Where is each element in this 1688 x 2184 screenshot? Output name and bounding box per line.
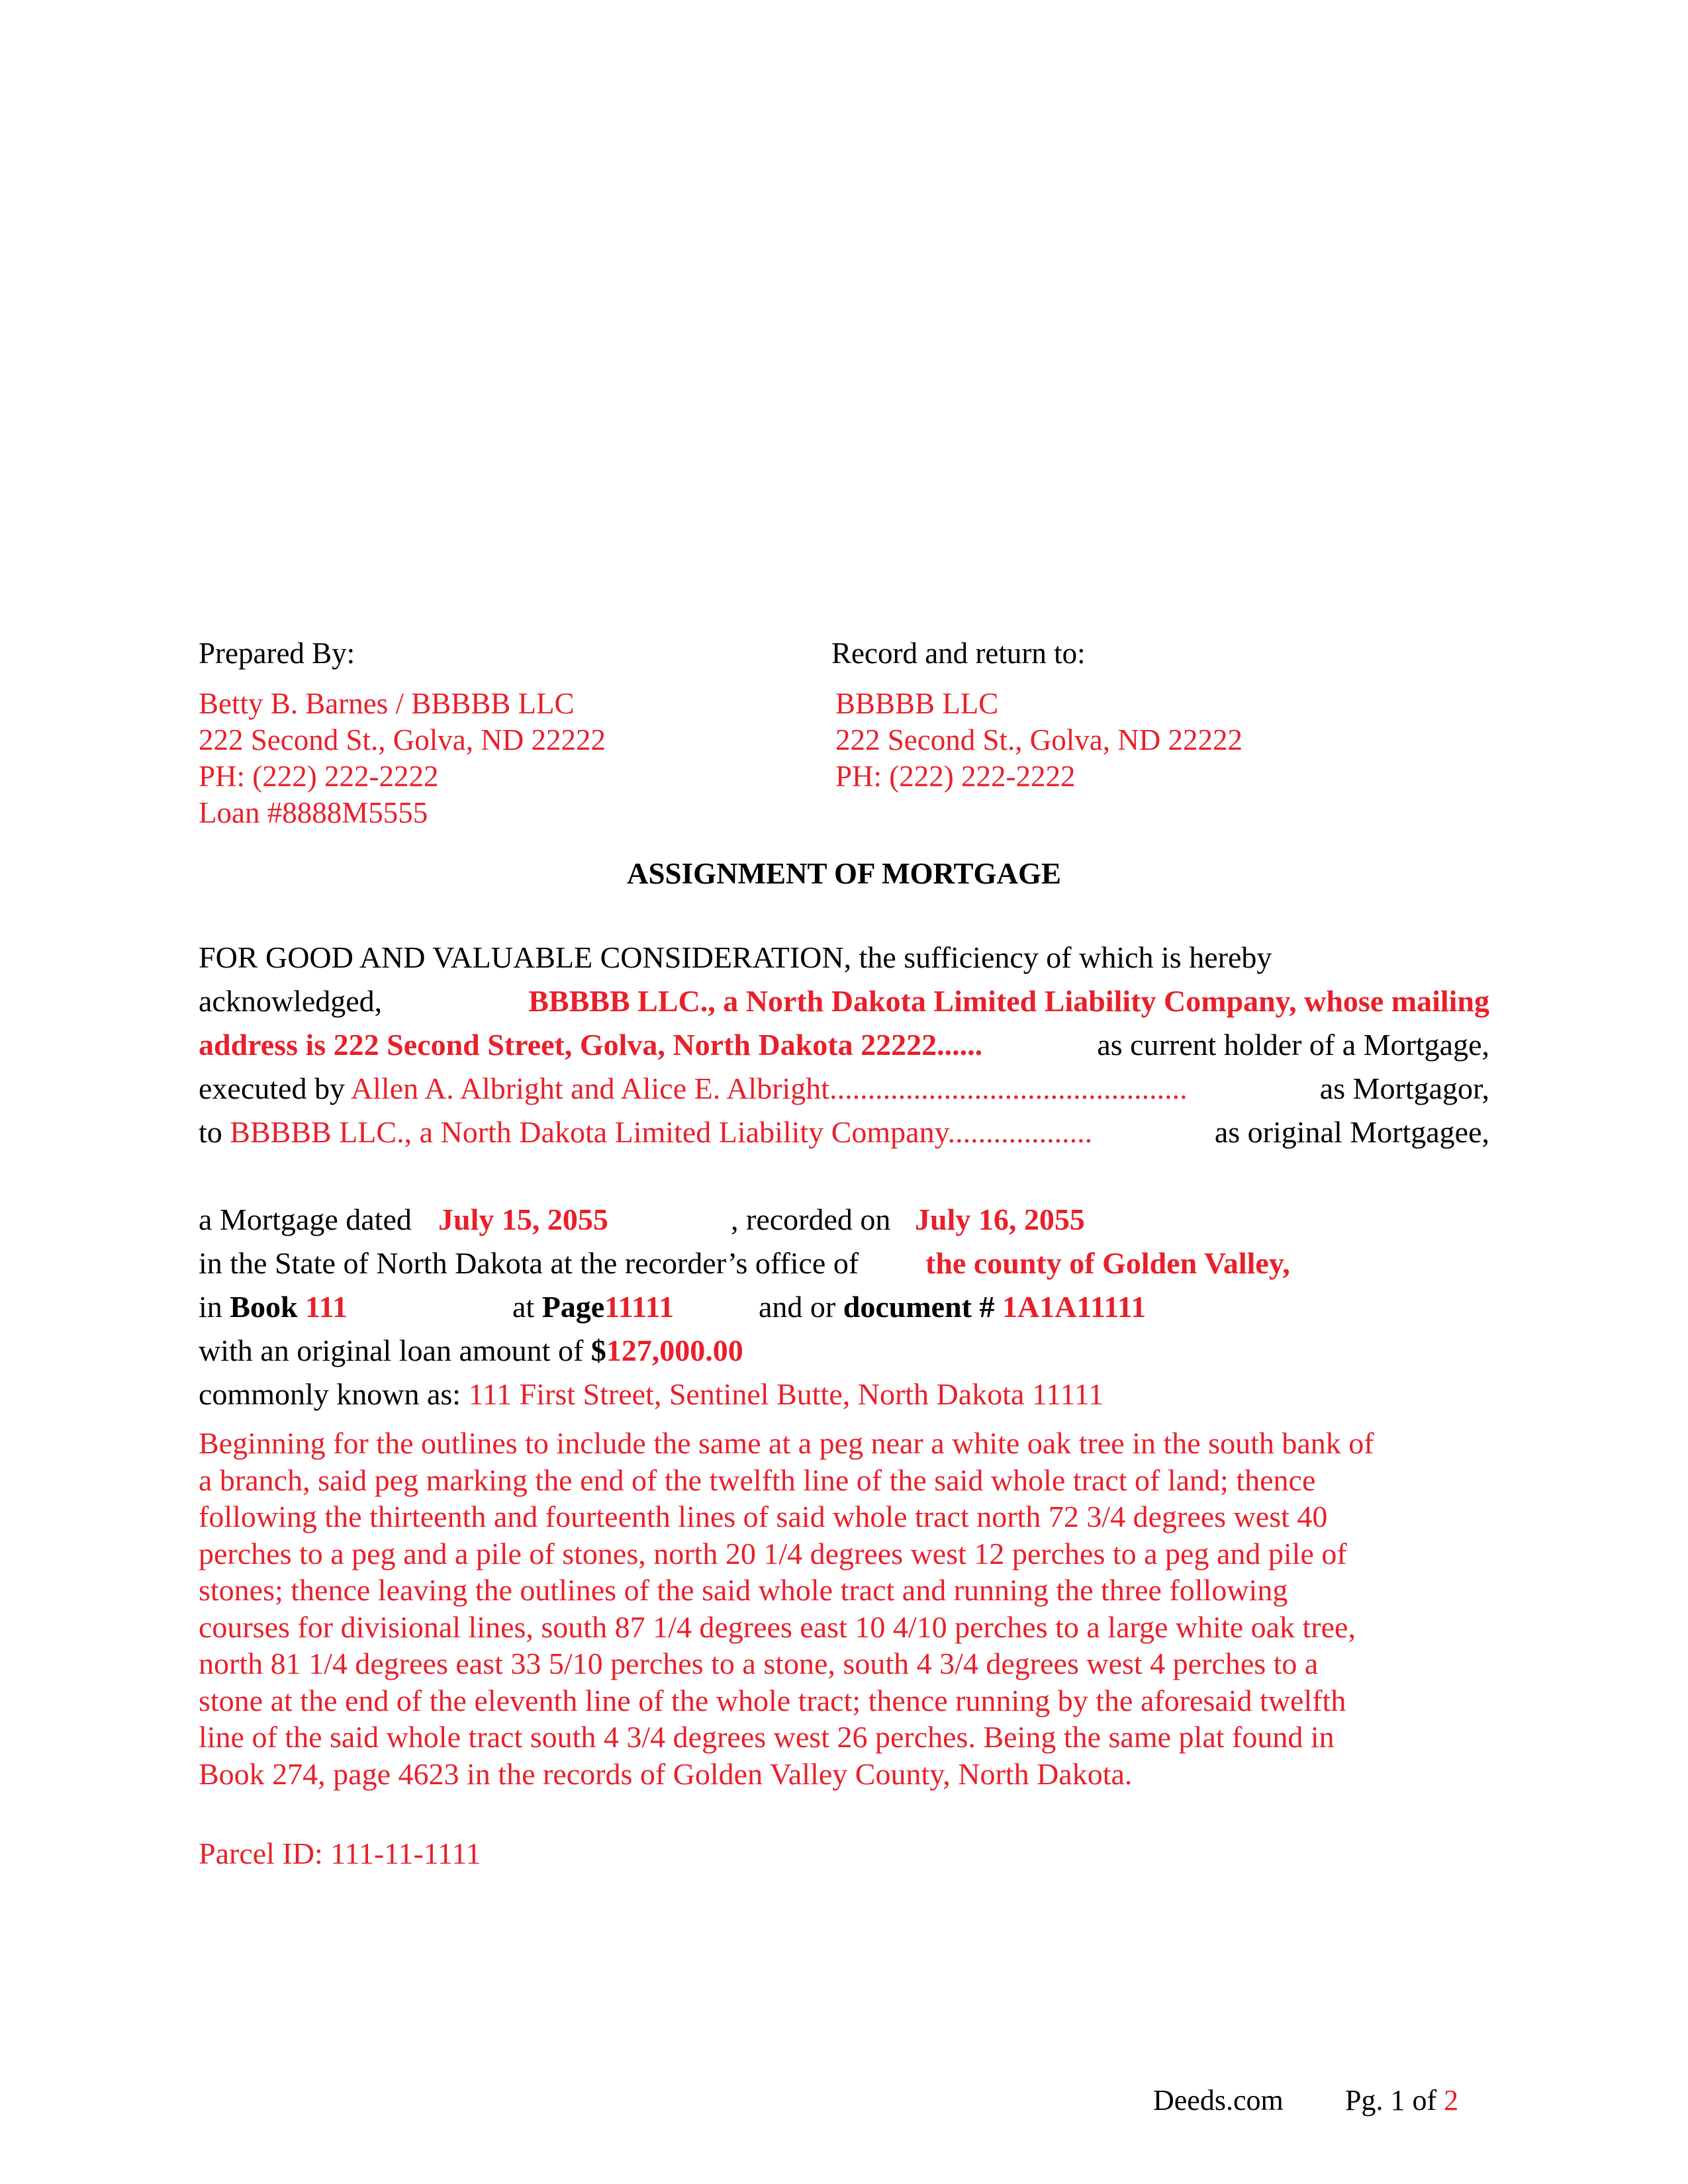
legal-line: stones; thence leaving the outlines of the said whole tract and running the three following bbox=[199, 1573, 1288, 1607]
legal-line: Book 274, page 4623 in the records of Golden Valley County, North Dakota. bbox=[199, 1756, 1133, 1791]
footer-site: Deeds.com bbox=[1153, 2084, 1284, 2116]
mortgagor-names: Allen A. Albright and Alice E. Albright............................................... bbox=[350, 1071, 1188, 1105]
consideration-line-1: FOR GOOD AND VALUABLE CONSIDERATION, the sufficiency of which is hereby bbox=[199, 940, 1272, 974]
legal-line: north 81 1/4 degrees east 33 5/10 perches to a stone, south 4 3/4 degrees west 4 perches to a bbox=[199, 1647, 1319, 1680]
page-label: Page bbox=[541, 1290, 605, 1324]
prepared-by-name: Betty B. Barnes / BBBBB LLC bbox=[199, 687, 575, 720]
page-total: 2 bbox=[1444, 2084, 1459, 2116]
assignor-entity: BBBBB LLC., a North Dakota Limited Liability Company, whose mailing bbox=[528, 984, 1489, 1018]
legal-line: courses for divisional lines, south 87 1/4 degrees east 10 4/10 perches to a large white oak tree, bbox=[199, 1610, 1356, 1644]
consideration-line-5 bbox=[199, 1111, 1489, 1154]
executed-by-label: executed by bbox=[199, 1071, 345, 1105]
parcel-id: Parcel ID: 111-11-1111 bbox=[199, 1837, 481, 1870]
book-label: Book bbox=[230, 1290, 298, 1324]
loan-amount-value: 127,000.00 bbox=[606, 1334, 743, 1367]
property-address: 111 First Street, Sentinel Butte, North Dakota 11111 bbox=[468, 1377, 1104, 1411]
and-or-label: and or bbox=[759, 1290, 836, 1324]
page-of-label: Pg. 1 of bbox=[1345, 2084, 1437, 2116]
footer-page-number bbox=[1345, 2082, 1458, 2118]
record-return-name: BBBBB LLC bbox=[835, 687, 999, 720]
county-value: the county of Golden Valley, bbox=[925, 1246, 1290, 1280]
mortgage-dated-value: July 15, 2055 bbox=[438, 1203, 608, 1236]
in-label: in bbox=[199, 1290, 222, 1324]
record-return-phone: PH: (222) 222-2222 bbox=[835, 760, 1076, 793]
to-label: to bbox=[199, 1115, 222, 1149]
loan-currency: $ bbox=[590, 1334, 606, 1367]
known-as-label: commonly known as: bbox=[199, 1377, 461, 1411]
recorder-office-label: in the State of North Dakota at the recorder’s office of bbox=[199, 1246, 859, 1280]
recorded-on-value: July 16, 2055 bbox=[915, 1203, 1085, 1236]
record-return-address: 222 Second St., Golva, ND 22222 bbox=[835, 723, 1243, 756]
prepared-by-address: 222 Second St., Golva, ND 22222 bbox=[199, 723, 606, 756]
assignor-address: address is 222 Second Street, Golva, North Dakota 22222...... bbox=[199, 1028, 983, 1062]
prepared-by-loan: Loan #8888M5555 bbox=[199, 796, 428, 829]
legal-line: a branch, said peg marking the end of the twelfth line of the said whole tract of land; thence bbox=[199, 1463, 1316, 1497]
document-label: document # bbox=[843, 1290, 995, 1324]
document-line bbox=[759, 1285, 1146, 1329]
mortgagor-label: as Mortgagor, bbox=[1319, 1071, 1489, 1105]
book-value: 111 bbox=[305, 1290, 348, 1324]
legal-description bbox=[199, 1425, 1483, 1792]
page-value: 11111 bbox=[604, 1290, 675, 1324]
legal-line: stone at the end of the eleventh line of the whole tract; thence running by the aforesaid twelfth bbox=[199, 1683, 1346, 1717]
legal-line: following the thirteenth and fourteenth lines of said whole tract north 72 3/4 degrees west 40 bbox=[199, 1500, 1328, 1533]
recorded-on-label: , recorded on bbox=[731, 1203, 891, 1236]
legal-line: line of the said whole tract south 4 3/4 degrees west 26 perches. Being the same plat found in bbox=[199, 1720, 1335, 1754]
consideration-line-3 bbox=[199, 1023, 1489, 1067]
consideration-line-4 bbox=[199, 1067, 1489, 1111]
original-mortgagee-label: as original Mortgagee, bbox=[1214, 1115, 1489, 1149]
record-return-heading: Record and return to: bbox=[831, 637, 1086, 670]
consideration-line-2 bbox=[199, 979, 1489, 1023]
legal-line: Beginning for the outlines to include the same at a peg near a white oak tree in the south bank of bbox=[199, 1426, 1374, 1460]
legal-line: perches to a peg and a pile of stones, north 20 1/4 degrees west 12 perches to a peg and pile of bbox=[199, 1536, 1347, 1570]
book-line bbox=[199, 1285, 348, 1329]
known-as-line bbox=[199, 1373, 1103, 1416]
loan-amount-label: with an original loan amount of bbox=[199, 1334, 584, 1367]
page-line bbox=[512, 1285, 674, 1329]
document-value: 1A1A11111 bbox=[1002, 1290, 1147, 1324]
mortgage-dated-label: a Mortgage dated bbox=[199, 1203, 412, 1236]
document-title: ASSIGNMENT OF MORTGAGE bbox=[627, 857, 1061, 890]
prepared-by-phone: PH: (222) 222-2222 bbox=[199, 760, 439, 793]
original-mortgagee-name: BBBBB LLC., a North Dakota Limited Liability Company................... bbox=[230, 1115, 1093, 1149]
loan-amount-line bbox=[199, 1329, 743, 1373]
current-holder-text: as current holder of a Mortgage, bbox=[1097, 1028, 1489, 1062]
acknowledged-text: acknowledged, bbox=[199, 984, 383, 1018]
at-label: at bbox=[512, 1290, 535, 1324]
prepared-by-heading: Prepared By: bbox=[199, 637, 355, 670]
